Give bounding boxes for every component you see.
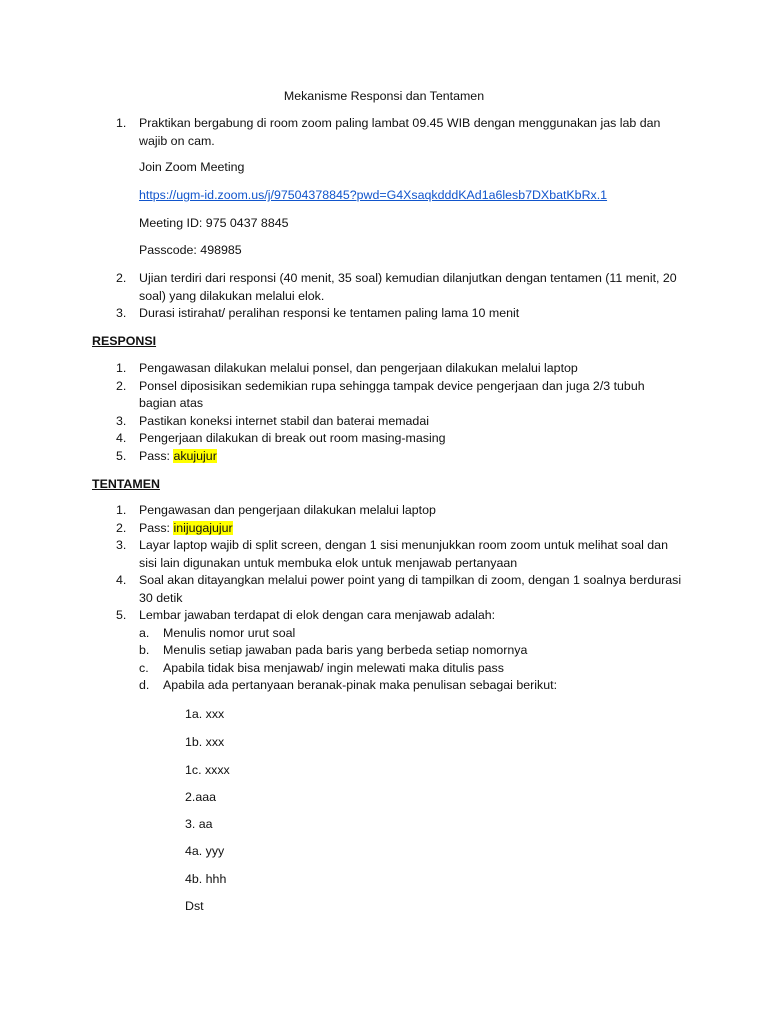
list-number: 2. [116,378,127,393]
list-item [92,520,682,538]
list-item [92,537,682,572]
zoom-meeting-link[interactable]: https://ugm-id.zoom.us/j/97504378845?pwd=G4XsaqkdddKAd1a6lesb7DXbatKbRx.1 [139,188,608,202]
list-text: Layar laptop wajib di split screen, dengan 1 sisi menunjukkan room zoom untuk melihat soal dan sisi lain digunakan untuk membuka elok untuk menjawab pertanyaan [139,538,668,570]
sub-list-text: Menulis nomor urut soal [163,625,296,640]
responsi-heading-block [92,333,682,351]
list-number: 3. [116,306,127,320]
list-number: 3. [116,413,127,428]
sub-list-letter: c. [139,660,149,675]
list-item [92,115,682,150]
list-text: Pengerjaan dilakukan di break out room masing-masing [139,431,446,445]
example-line: 3. aa [185,817,213,831]
list-item [92,360,682,378]
zoom-join-text: Join Zoom Meeting [139,160,245,174]
list-item [92,448,682,466]
list-number: 4. [116,573,127,587]
list-item [92,502,682,520]
list-item [92,270,682,305]
pass-label: Pass: [139,520,174,535]
list-number: 5. [116,608,127,622]
sub-list-item [92,625,682,643]
sub-list-letter: a. [139,625,150,640]
tentamen-heading: TENTAMEN [92,477,160,491]
tentamen-heading-block [92,476,682,494]
list-text: Pastikan koneksi internet stabil dan baterai memadai [139,413,429,428]
list-text: Durasi istirahat/ peralihan responsi ke tentamen paling lama 10 menit [139,306,520,320]
intro-list [92,115,682,150]
list-item [92,413,682,431]
list-number: 5. [116,448,127,463]
list-item [92,378,682,413]
responsi-heading: RESPONSI [92,334,157,348]
list-item [92,607,682,625]
list-number: 2. [116,520,127,535]
example-line: 4b. hhh [185,872,227,886]
sub-list-text: Apabila tidak bisa menjawab/ ingin melewati maka ditulis pass [163,660,504,675]
document-title: Mekanisme Responsi dan Tentamen [283,89,485,103]
sub-list-letter: d. [139,678,150,692]
list-text: Praktikan bergabung di room zoom paling lambat 09.45 WIB dengan menggunakan jas lab dan wajib on cam. [139,116,661,148]
list-text: Soal akan ditayangkan melalui power point yang di tampilkan di zoom, dengan 1 soalnya berdurasi 30 detik [139,573,682,605]
responsi-pass-highlight: akujujur [173,448,217,463]
example-line: 1a. xxx [185,707,225,721]
pass-label: Pass: [139,448,174,463]
list-number: 2. [116,271,127,285]
example-line: 2.aaa [185,790,217,804]
sub-list-text: Menulis setiap jawaban pada baris yang berbeda setiap nomornya [163,643,528,657]
sub-list-text: Apabila ada pertanyaan beranak-pinak maka penulisan sebagai berikut: [163,678,558,692]
list-item [92,572,682,607]
example-line: 4a. yyy [185,844,225,858]
responsi-list [92,360,682,465]
list-text: Pengawasan dan pengerjaan dilakukan melalui laptop [139,503,436,517]
sub-list-item [92,660,682,678]
list-text: Ujian terdiri dari responsi (40 menit, 35 soal) kemudian dilanjutkan dengan tentamen (11 menit, 20 soal) yang dilakukan melalui elok. [139,271,677,303]
list-text: Ponsel diposisikan sedemikian rupa sehingga tampak device pengerjaan dan juga 2/3 tubuh bagian atas [139,378,645,410]
tentamen-list [92,502,682,695]
example-line: Dst [185,899,204,913]
intro-list-continued [92,270,682,323]
tentamen-pass-highlight: inijugajujur [173,520,233,535]
zoom-link-row [92,187,682,205]
list-number: 1. [116,361,127,375]
list-item [92,430,682,448]
list-text: Pengawasan dilakukan melalui ponsel, dan pengerjaan dilakukan melalui laptop [139,361,578,375]
zoom-meeting-id: Meeting ID: 975 0437 8845 [139,216,289,230]
sub-list-letter: b. [139,643,150,657]
list-number: 1. [116,116,127,130]
example-line: 1c. xxxx [185,763,230,777]
sub-list-item [92,677,682,695]
list-number: 4. [116,431,127,445]
list-item [92,305,682,323]
list-number: 1. [116,503,127,517]
example-line: 1b. xxx [185,735,225,749]
list-text: Lembar jawaban terdapat di elok dengan cara menjawab adalah: [139,608,496,622]
list-number: 3. [116,538,127,552]
sub-list-item [92,642,682,660]
zoom-passcode: Passcode: 498985 [139,243,242,257]
